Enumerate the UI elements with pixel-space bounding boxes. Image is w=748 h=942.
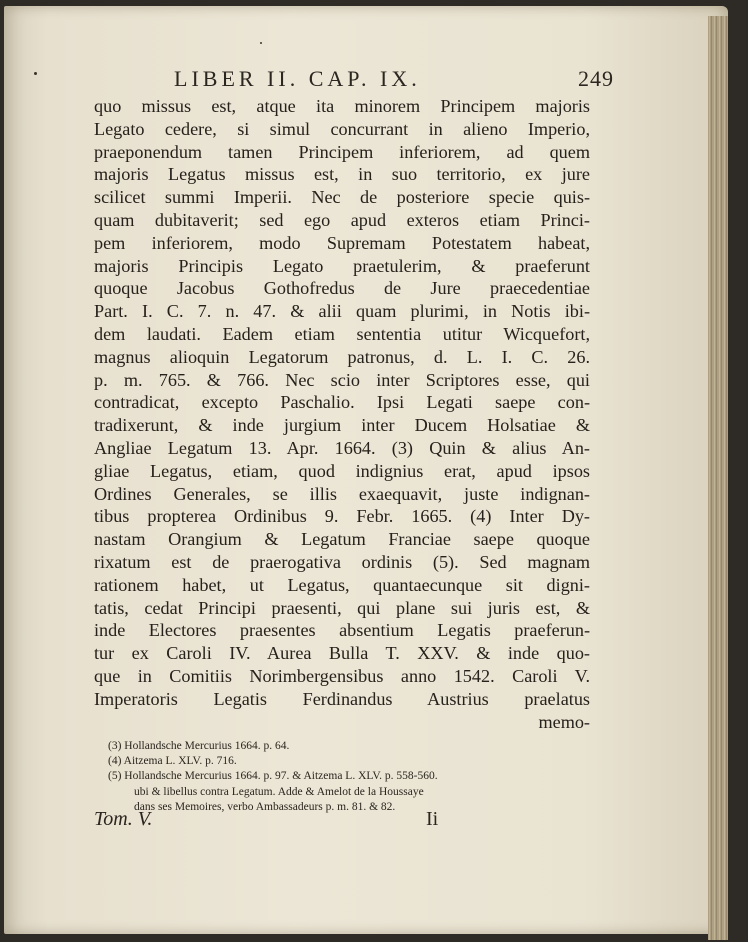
text-line: praeponendum tamen Principem inferiorem, ad quem bbox=[94, 141, 590, 162]
footnotes bbox=[108, 739, 608, 815]
footnote: (5) Hollandsche Mercurius 1664. p. 97. & Aitzema L. XLV. p. 558-560. bbox=[108, 770, 438, 783]
text-line: Ordines Generales, se illis exaequavit, juste indignan- bbox=[94, 483, 590, 504]
text-line: scilicet summi Imperii. Nec de posteriore specie quis- bbox=[94, 187, 590, 208]
text-line: nastam Orangium & Legatum Franciae saepe quoque bbox=[94, 529, 590, 550]
text-line: Legato cedere, si simul concurrant in alieno Imperio, bbox=[94, 118, 590, 139]
running-header bbox=[174, 66, 614, 96]
text-line: rationem habet, ut Legatus, quantaecunque sit digni- bbox=[94, 574, 590, 595]
volume-label: Tom. V. bbox=[94, 808, 153, 830]
text-line: pem inferiorem, modo Supremam Potestatem habeat, bbox=[94, 232, 590, 253]
text-line: Angliae Legatum 13. Apr. 1664. (3) Quin & alius An- bbox=[94, 437, 590, 458]
text-line: que in Comitiis Norimbergensibus anno 1542. Caroli V. bbox=[94, 665, 590, 686]
text-line: Part. I. C. 7. n. 47. & alii quam plurimi, in Notis ibi- bbox=[94, 301, 590, 322]
text-line: rixatum est de praerogativa ordinis (5). Sed magnam bbox=[94, 551, 590, 572]
text-line: tur ex Caroli IV. Aurea Bulla T. XXV. & inde quo- bbox=[94, 643, 590, 664]
paper-page bbox=[4, 6, 728, 934]
text-line: quam dubitaverit; sed ego apud exteros etiam Princi- bbox=[94, 209, 590, 230]
text-line: p. m. 765. & 766. Nec scio inter Scriptores esse, qui bbox=[94, 369, 590, 390]
text-line: tradixerunt, & inde jurgium inter Ducem Holsatiae & bbox=[94, 415, 590, 436]
footnote-continuation: dans ses Memoires, verbo Ambassadeurs p. m. 81. & 82. bbox=[134, 800, 396, 813]
text-line: magnus alioquin Legatorum patronus, d. L. I. C. 26. bbox=[94, 346, 590, 367]
page-edges bbox=[708, 16, 728, 940]
main-text bbox=[94, 95, 590, 733]
running-title: LIBER II. CAP. IX. bbox=[174, 66, 421, 91]
footnote: (3) Hollandsche Mercurius 1664. p. 64. bbox=[108, 740, 290, 752]
text-line: tatis, cedat Principi praesenti, qui plane sui juris est, & bbox=[94, 597, 590, 618]
text-line: quo missus est, atque ita minorem Principem majoris bbox=[94, 96, 590, 116]
footnote-continuation: ubi & libellus contra Legatum. Adde & Amelot de la Houssaye bbox=[134, 785, 424, 798]
catchword: memo- bbox=[538, 711, 590, 732]
text-line: inde Electores praesentes absentium Legatis praeferun- bbox=[94, 620, 590, 641]
signature-mark: Ii bbox=[426, 808, 439, 830]
paper-speck bbox=[34, 72, 37, 75]
text-line: tibus propterea Ordinibus 9. Febr. 1665. (4) Inter Dy- bbox=[94, 506, 590, 527]
paper-speck bbox=[260, 42, 262, 44]
text-line: quoque Jacobus Gothofredus de Jure praecedentiae bbox=[94, 278, 590, 299]
text-line: gliae Legatus, etiam, quod indignius erat, apud ipsos bbox=[94, 460, 590, 481]
text-line: Imperatoris Legatis Ferdinandus Austrius praelatus bbox=[94, 688, 590, 709]
text-line: contradicat, excepto Paschalio. Ipsi Legati saepe con- bbox=[94, 392, 590, 413]
footnote: (4) Aitzema L. XLV. p. 716. bbox=[108, 755, 237, 768]
text-line: dem laudati. Eadem etiam sententia utitur Wicquefort, bbox=[94, 323, 590, 344]
text-line: majoris Legatus missus est, in suo territorio, ex jure bbox=[94, 164, 590, 185]
text-line: majoris Principis Legato praetulerim, & praeferunt bbox=[94, 255, 590, 276]
page-number: 249 bbox=[578, 66, 614, 91]
